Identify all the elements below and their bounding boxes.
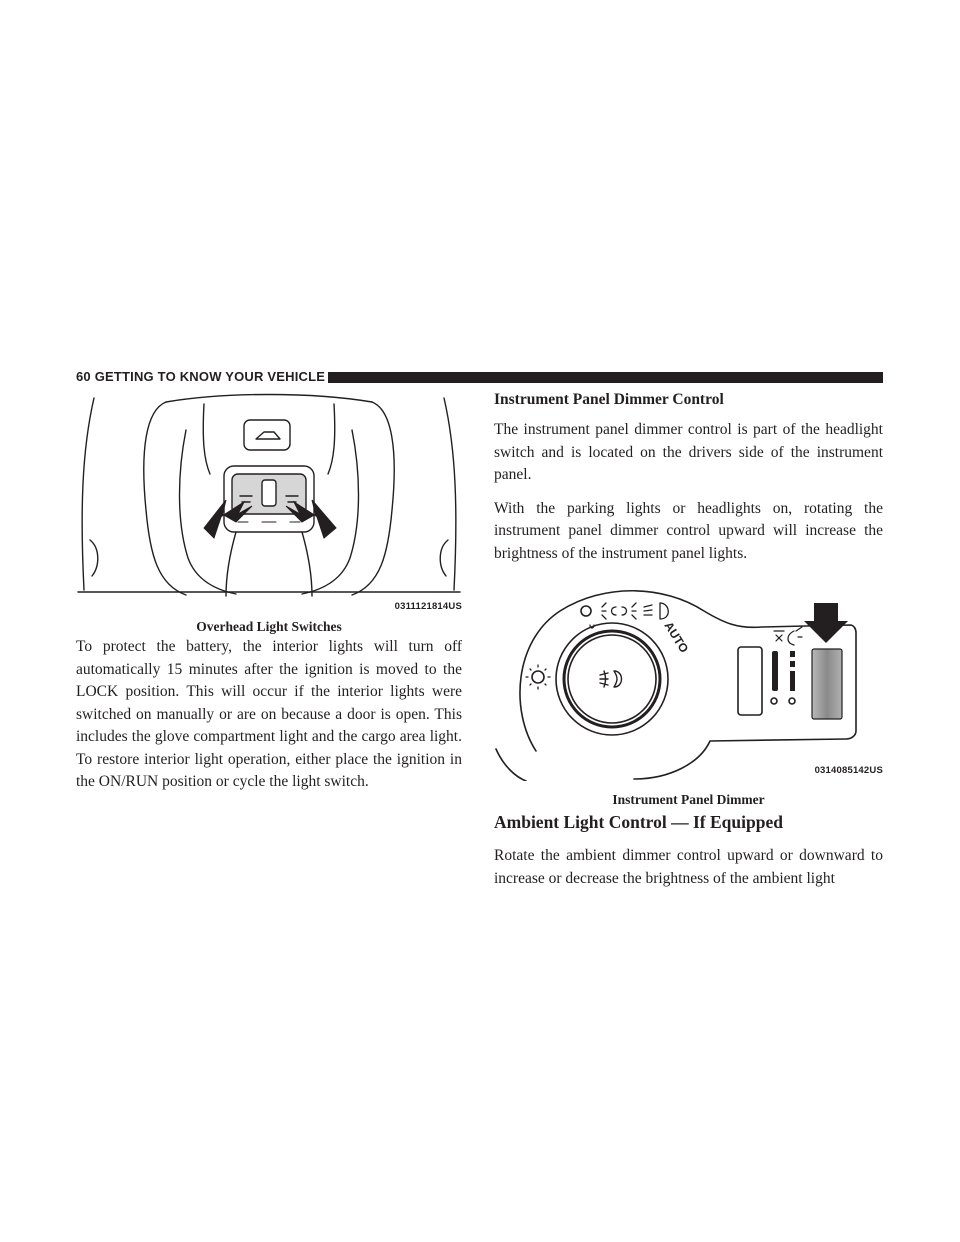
park-lights-icon bbox=[602, 603, 636, 619]
instrument-panel-dimmer-figure bbox=[494, 581, 883, 781]
page-number: 60 bbox=[76, 369, 91, 384]
header-rule bbox=[328, 372, 883, 383]
dimmer-thumbwheel bbox=[812, 649, 842, 719]
ambient-icon bbox=[774, 631, 784, 641]
overhead-console-illustration bbox=[76, 390, 462, 616]
headlight-switch-illustration bbox=[494, 581, 883, 781]
dimmer-bar bbox=[772, 651, 778, 691]
figure-code: 0311121814US bbox=[394, 601, 462, 612]
dimmer-icon bbox=[788, 627, 802, 645]
dimmer-operation-paragraph: With the parking lights or headlights on, rotating the instrument panel dimmer control upward will increase the brightness of the instrument panel lights. bbox=[494, 499, 883, 562]
right-column bbox=[494, 390, 883, 890]
dimmer-control-heading: Instrument Panel Dimmer Control bbox=[494, 391, 724, 408]
ambient-light-paragraph: Rotate the ambient dimmer control upward or downward to increase or decrease the brightness of the ambient light bbox=[494, 847, 883, 887]
battery-protection-paragraph: To protect the battery, the interior lights will turn off automatically 15 minutes after the ignition is moved to the LOCK position. This will occur if the interior lights were switched on manually or are on because a door is open. This includes the glove compartment light and the cargo area light. To restore interior light operation, either place the ignition in the ON/RUN position or cycle the light switch. bbox=[76, 638, 462, 790]
section-title: GETTING TO KNOW YOUR VEHICLE bbox=[94, 369, 326, 384]
sun-icon bbox=[532, 671, 544, 683]
left-column bbox=[76, 390, 462, 794]
figure-code: 0314085142US bbox=[814, 765, 883, 776]
figure-caption: Overhead Light Switches bbox=[196, 619, 342, 634]
dimmer-location-paragraph: The instrument panel dimmer control is part of the headlight switch and is located on the drivers side of the instrument panel. bbox=[494, 421, 883, 483]
figure-caption: Instrument Panel Dimmer bbox=[612, 792, 765, 807]
overhead-light-figure bbox=[76, 390, 462, 616]
down-arrow-icon bbox=[804, 603, 848, 643]
headlight-icon bbox=[644, 603, 668, 619]
off-icon bbox=[581, 606, 591, 616]
page-header-text bbox=[76, 369, 325, 385]
page-header bbox=[76, 369, 883, 385]
ambient-light-heading: Ambient Light Control — If Equipped bbox=[494, 812, 783, 832]
fog-light-icon bbox=[600, 671, 622, 687]
auto-label: AUTO bbox=[661, 619, 692, 656]
